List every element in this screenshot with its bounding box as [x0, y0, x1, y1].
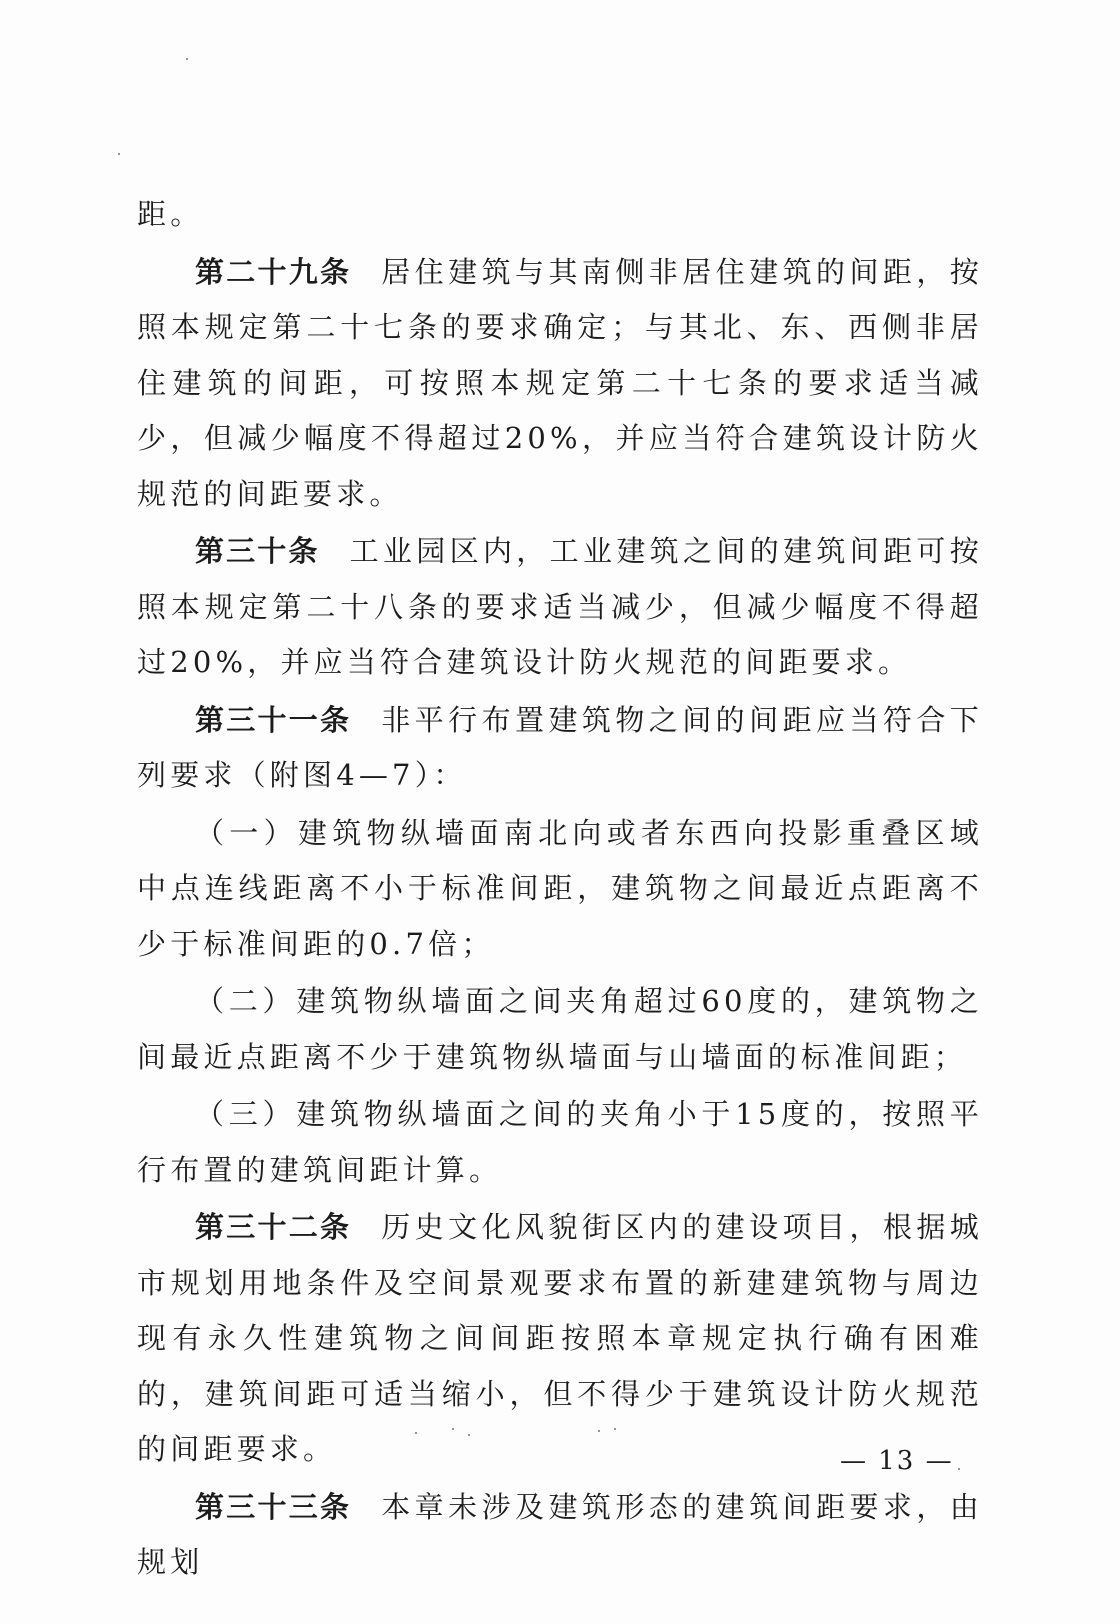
article-text: 历史文化风貌街区内的建设项目，根据城市规划用地条件及空间景观要求布置的新建建筑物与周边现有永久性建筑物之间间距按照本章规定执行确有困难的，建筑间距可适当缩小，但不得少于建筑设计防火规范的间距要求。	[137, 1210, 983, 1466]
list-item-text: （一）建筑物纵墙面南北向或者东西向投影重叠区域中点连线距离不小于标准间距，建筑物之间最近点距离不少于标准间距的0.7倍；	[137, 815, 983, 961]
scan-speck	[452, 1428, 454, 1430]
scan-speck	[415, 1432, 417, 1434]
page-number: — 13 —	[840, 1446, 954, 1476]
paragraph-text: 距。	[137, 197, 204, 231]
article-text: 本章未涉及建筑形态的建筑间距要求，由规划	[137, 1489, 983, 1579]
list-item-text: （三）建筑物纵墙面之间的夹角小于15度的，按照平行布置的建筑间距计算。	[137, 1097, 983, 1187]
article-text: 居住建筑与其南侧非居住建筑的间距，按照本规定第二十七条的要求确定；与其北、东、西侧非居住建筑的间距，可按照本规定第二十七条的要求适当减少，但减少幅度不得超过20%，并应当符合建筑设计防火规范的间距要求。	[137, 254, 983, 511]
article-heading: 第三十三条	[195, 1489, 352, 1524]
article-30	[137, 524, 983, 691]
list-item-text: （二）建筑物纵墙面之间夹角超过60度的，建筑物之间最近点距离不少于建筑物纵墙面与山墙面的标准间距；	[137, 984, 983, 1074]
article-31-item-2	[137, 974, 983, 1085]
article-heading: 第三十二条	[195, 1210, 352, 1244]
article-32	[137, 1200, 983, 1478]
article-text: 非平行布置建筑物之间的间距应当符合下列要求（附图4—7）：	[137, 702, 983, 792]
article-heading: 第二十九条	[195, 254, 352, 289]
scan-speck	[468, 1434, 470, 1436]
article-31-item-1	[137, 806, 983, 973]
scan-speck	[118, 153, 120, 155]
scan-speck	[598, 1430, 600, 1432]
article-31	[137, 693, 983, 804]
article-heading: 第三十一条	[195, 702, 352, 737]
article-29	[137, 245, 983, 523]
article-33	[137, 1480, 983, 1591]
regulation-text	[137, 187, 983, 1593]
scan-speck	[614, 1428, 616, 1430]
paragraph-continuation	[137, 187, 983, 243]
scan-speck	[958, 1468, 960, 1470]
article-heading: 第三十条	[195, 534, 320, 568]
article-31-item-3	[137, 1087, 983, 1198]
scan-speck	[186, 58, 188, 60]
article-text: 工业园区内，工业建筑之间的建筑间距可按照本规定第二十八条的要求适当减少，但减少幅度不得超过20%，并应当符合建筑设计防火规范的间距要求。	[137, 534, 983, 679]
